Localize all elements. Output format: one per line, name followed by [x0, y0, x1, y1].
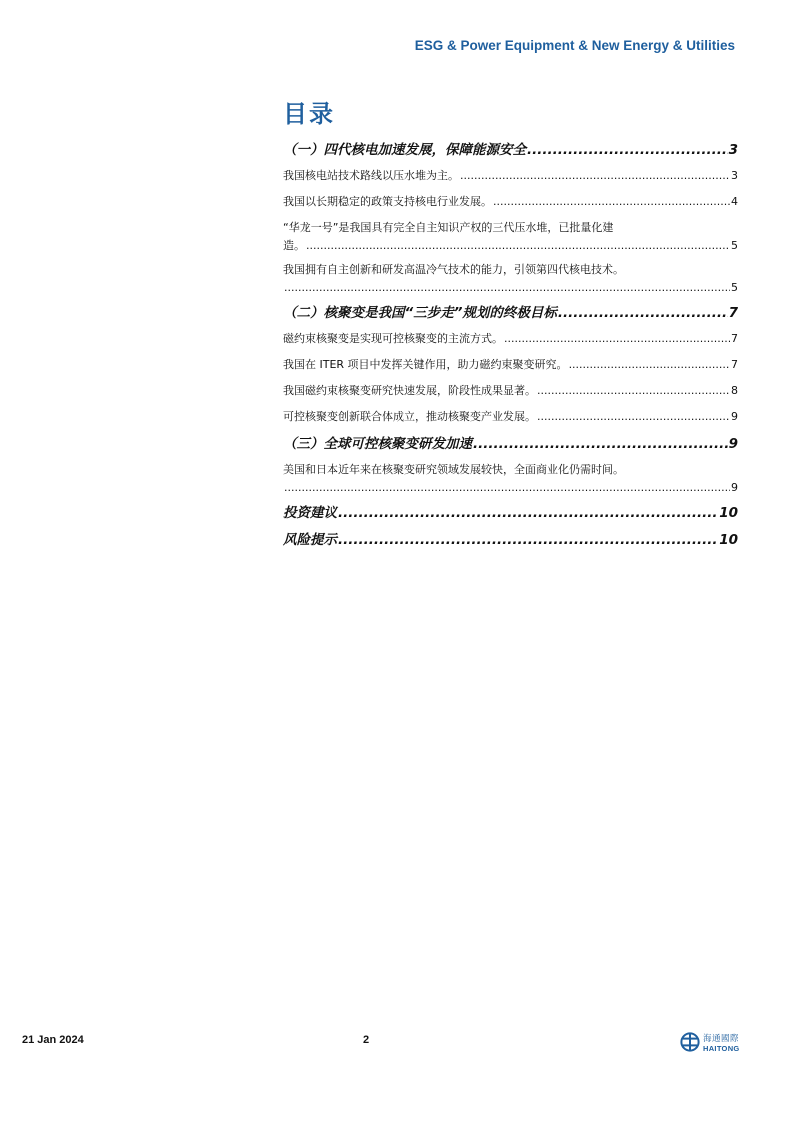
- toc-entry-label: 我国在 ITER 项目中发挥关键作用，助力磁约束聚变研究。: [283, 358, 568, 371]
- toc-entry[interactable]: [283, 330, 738, 348]
- toc-entry-label: 我国以长期稳定的政策支持核电行业发展。: [283, 195, 492, 208]
- table-of-contents: [283, 140, 738, 557]
- toc-entry-section-1[interactable]: [283, 140, 738, 160]
- footer-date: 21 Jan 2024: [22, 1034, 84, 1046]
- toc-entry-label: 我国核电站技术路线以压水堆为主。: [283, 169, 459, 182]
- toc-entry-page: 7: [728, 305, 738, 321]
- toc-entry[interactable]: [283, 356, 738, 374]
- toc-entry-page: 7: [731, 332, 738, 345]
- logo-english-text: HAITONG: [703, 1044, 740, 1053]
- toc-title: 目录: [283, 100, 335, 128]
- logo-chinese-text: 海通國際: [703, 1034, 740, 1044]
- toc-entry-page: 10: [719, 505, 738, 521]
- haitong-logo-icon: [680, 1032, 700, 1056]
- toc-entry-label: （一）四代核电加速发展，保障能源安全: [283, 142, 526, 158]
- toc-entry[interactable]: [283, 382, 738, 400]
- toc-entry-label: （三）全球可控核聚变研发加速: [283, 436, 472, 452]
- toc-entry-label: 投资建议: [283, 505, 337, 521]
- toc-leader-dots: [473, 434, 728, 454]
- toc-entry-multiline[interactable]: [283, 461, 738, 497]
- toc-entry-investment-advice[interactable]: [283, 503, 738, 523]
- toc-entry-page: 9: [731, 481, 738, 494]
- toc-entry-page: 4: [731, 195, 738, 208]
- toc-leader-dots: [537, 408, 730, 426]
- toc-entry-page: 10: [719, 532, 738, 548]
- toc-leader-dots: [338, 530, 718, 550]
- toc-entry-label: 可控核聚变创新联合体成立，推动核聚变产业发展。: [283, 410, 536, 423]
- toc-entry-multiline[interactable]: [283, 219, 738, 255]
- toc-entry-label: （二）核聚变是我国“三步走”规划的终极目标: [283, 305, 557, 321]
- toc-leader-dots: [558, 303, 728, 323]
- toc-entry-label-continued: 造。: [283, 239, 305, 252]
- toc-entry-page: 9: [731, 410, 738, 423]
- toc-entry-page: 7: [731, 358, 738, 371]
- toc-entry-section-3[interactable]: [283, 434, 738, 454]
- toc-leader-dots: [284, 479, 730, 497]
- toc-entry-label: 磁约束核聚变是实现可控核聚变的主流方式。: [283, 332, 503, 345]
- toc-leader-dots: [284, 279, 730, 297]
- toc-entry-risk-warning[interactable]: [283, 530, 738, 550]
- toc-leader-dots: [493, 193, 730, 211]
- toc-entry-label: 我国磁约束核聚变研究快速发展，阶段性成果显著。: [283, 384, 536, 397]
- footer-page-number: 2: [363, 1034, 370, 1046]
- toc-entry-label: “华龙一号”是我国具有完全自主知识产权的三代压水堆，已批量化建: [283, 221, 614, 234]
- toc-leader-dots: [569, 356, 730, 374]
- haitong-logo: [680, 1032, 740, 1056]
- toc-entry-multiline[interactable]: [283, 261, 738, 297]
- toc-entry[interactable]: [283, 193, 738, 211]
- toc-entry-label: 风险提示: [283, 532, 337, 548]
- toc-leader-dots: [504, 330, 730, 348]
- toc-entry-page: 5: [731, 239, 738, 252]
- toc-entry-page: 8: [731, 384, 738, 397]
- toc-entry-page: 5: [731, 281, 738, 294]
- toc-leader-dots: [527, 140, 728, 160]
- toc-leader-dots: [306, 237, 730, 255]
- toc-entry-page: 3: [731, 169, 738, 182]
- toc-entry-section-2[interactable]: [283, 303, 738, 323]
- toc-leader-dots: [460, 167, 730, 185]
- toc-entry-page: 3: [728, 142, 738, 158]
- toc-leader-dots: [338, 503, 718, 523]
- toc-entry-page: 9: [728, 436, 738, 452]
- report-header-title: ESG & Power Equipment & New Energy & Utilities: [414, 38, 735, 53]
- toc-entry[interactable]: [283, 408, 738, 426]
- toc-entry-label: 我国拥有自主创新和研发高温冷气技术的能力，引领第四代核电技术。: [283, 263, 624, 276]
- toc-leader-dots: [537, 382, 730, 400]
- toc-entry[interactable]: [283, 167, 738, 185]
- toc-entry-label: 美国和日本近年来在核聚变研究领域发展较快，全面商业化仍需时间。: [283, 463, 624, 476]
